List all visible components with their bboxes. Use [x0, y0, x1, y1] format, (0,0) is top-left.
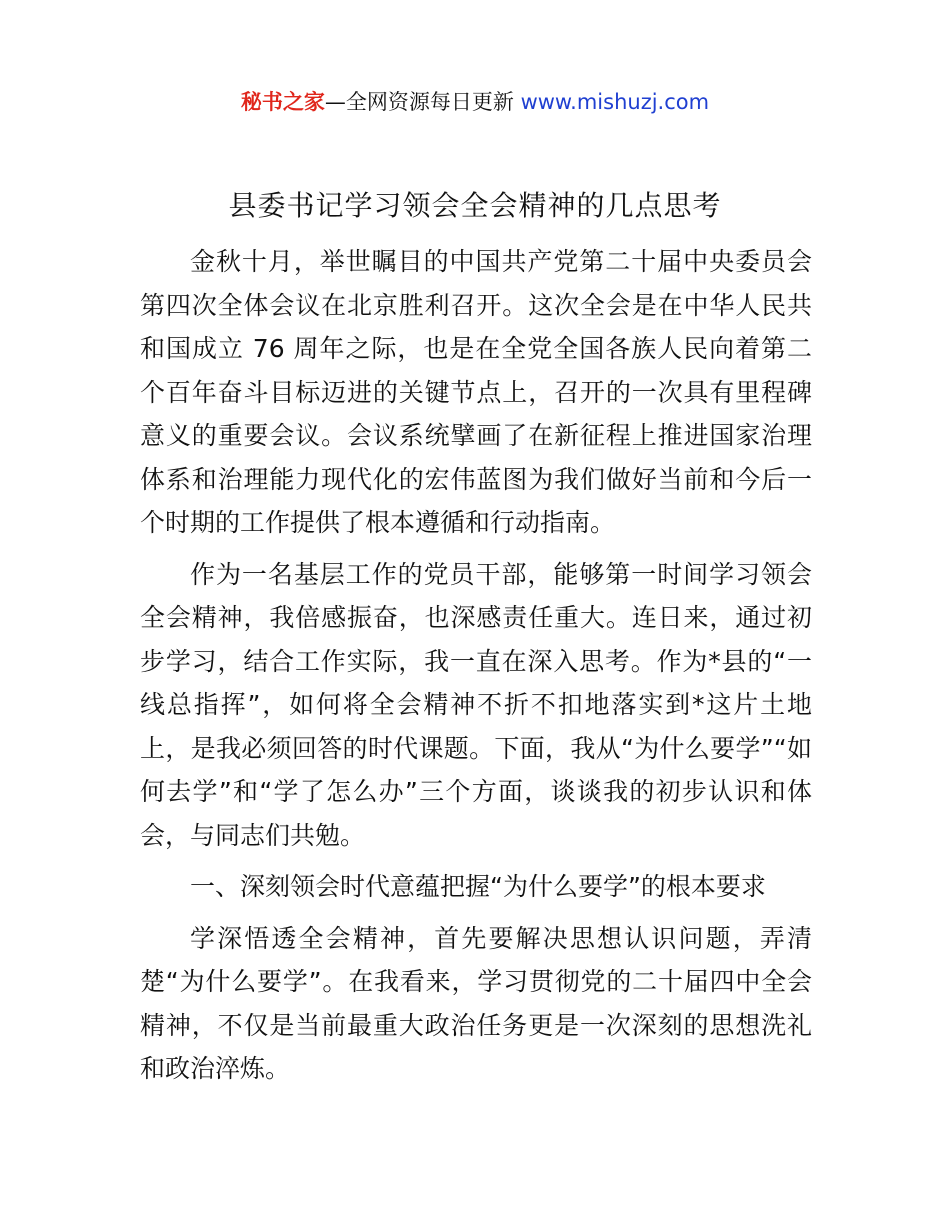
intro-paragraph: 金秋十月，举世瞩目的中国共产党第二十届中央委员会第四次全体会议在北京胜利召开。这次全会是在中华人民共和国成立 76 周年之际，也是在全党全国各族人民向着第二个百年奋斗目标迈进的关键节点上，召开的一次具有里程碑意义的重要会议。会议系统擘画了在新征程上推进国家治理体系和治理能力现代化的宏伟蓝图为我们做好当前和今后一个时期的工作提供了根本遵循和行动指南。	[140, 247, 812, 537]
document-title: 县委书记学习领会全会精神的几点思考	[228, 189, 722, 222]
site-tagline: —全网资源每日更新	[324, 90, 514, 114]
site-header	[0, 86, 950, 118]
section-paragraph: 学深悟透全会精神，首先要解决思想认识问题，弄清楚“为什么要学”。在我看来，学习贯彻党的二十届四中全会精神，不仅是当前最重大政治任务更是一次深刻的思想洗礼和政治淬炼。	[140, 923, 812, 1083]
document-body	[140, 240, 812, 1099]
site-url-link[interactable]: www.mishuzj.com	[520, 90, 710, 114]
section-heading: 一、深刻领会时代意蕴把握“为什么要学”的根本要求	[190, 872, 766, 901]
brand-name: 秘书之家	[240, 90, 325, 114]
context-paragraph: 作为一名基层工作的党员干部，能够第一时间学习领会全会精神，我倍感振奋，也深感责任重大。连日来，通过初步学习，结合工作实际，我一直在深入思考。作为*县的“一线总指挥”，如何将全会精神不折不扣地落实到*这片土地上，是我必须回答的时代课题。下面，我从“为什么要学”“如何去学”和“学了怎么办”三个方面，谈谈我的初步认识和体会，与同志们共勉。	[140, 559, 812, 850]
